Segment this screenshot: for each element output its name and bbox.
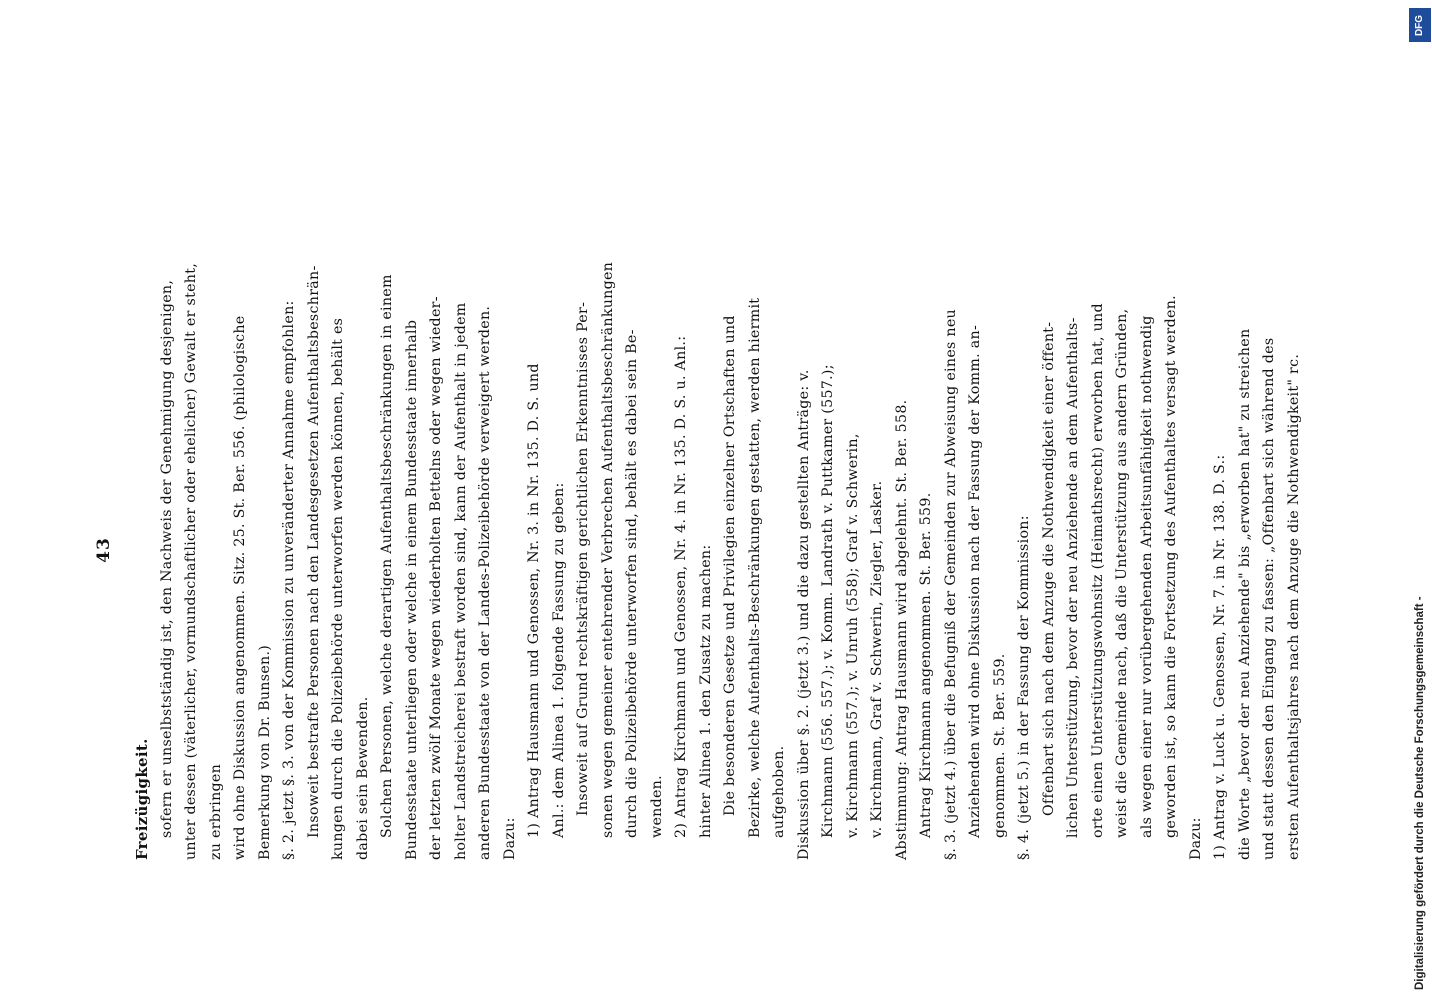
text-line: Antrag Kirchmann angenommen. St. Ber. 559. xyxy=(918,492,934,838)
text-line: Dazu: xyxy=(501,817,518,860)
text-line: wird ohne Diskussion angenommen. Sitz. 25. St. Ber. 556. (philologische xyxy=(232,315,248,860)
text-line: Abstimmung: Antrag Hausmann wird abgelehnt. St. Ber. 558. xyxy=(893,399,910,860)
text-line: geworden ist, so kann die Fortsetzung des Aufenthaltes versagt werden. xyxy=(1163,295,1179,838)
text-line: sofern er unselbstständig ist, den Nachweis der Genehmigung desjenigen, xyxy=(158,279,175,838)
text-line: und statt dessen den Eingang zu fassen: „Offenbart sich während des xyxy=(1261,337,1277,860)
text-line: kungen durch die Polizeibehörde unterworfen werden können, behält es xyxy=(330,317,346,860)
text-line: genommen. St. Ber. 559. xyxy=(991,653,1008,838)
text-line: Dazu: xyxy=(1187,817,1204,860)
text-line: Anziehenden wird ohne Diskussion nach der Fassung der Komm. an- xyxy=(967,324,983,838)
section-heading: Freizügigkeit. xyxy=(133,738,151,860)
text-line: §. 2. jetzt §. 3. von der Kommission zu unveränderter Annahme empfohlen: xyxy=(281,300,297,860)
text-line: v. Kirchmann (557.); v. Unruh (558); Graf v. Schwerin, xyxy=(844,433,861,838)
text-line: weist die Gemeinde nach, daß die Unterstützung aus andern Gründen, xyxy=(1114,308,1130,838)
text-line: Kirchmann (556. 557.); v. Komm. Landrath v. Puttkamer (557.); xyxy=(820,364,836,838)
text-line: 2) Antrag Kirchmann und Genossen, Nr. 4. in Nr. 135. D. S. u. Anl.: xyxy=(673,335,689,838)
text-line: Insoweit auf Grund rechtskräftigen gerichtlichen Erkenntnisses Per- xyxy=(575,301,591,816)
text-line: lichen Unterstützung, bevor der neu Anziehende an dem Aufenthalts- xyxy=(1065,317,1081,838)
text-line: Bezirke, welche Aufenthalts-Beschränkungen gestatten, werden hiermit xyxy=(746,297,763,838)
text-line: holter Landstreicherei bestraft worden sind, kann der Aufenthalt in jedem xyxy=(452,302,469,860)
rotated-text-block xyxy=(94,240,1302,860)
text-line: Solchen Personen, welche derartigen Aufenthaltsbeschränkungen in einem xyxy=(379,274,395,838)
text-line: Diskussion über §. 2. (jetzt 3.) und die dazu gestellten Anträge: v. xyxy=(795,369,812,860)
text-line: anderen Bundesstaate von der Landes-Polizeibehörde verweigert werden. xyxy=(477,305,493,860)
text-line: orte einen Unterstützungswohnsitz (Heimathsrecht) erworben hat, und xyxy=(1089,303,1106,838)
text-line: Bemerkung von Dr. Bunsen.) xyxy=(256,644,273,860)
dfg-logo xyxy=(1409,8,1431,42)
text-line: als wegen einer nur vorübergehenden Arbeitsunfähigkeit nothwendig xyxy=(1138,315,1155,838)
text-line: unter dessen (väterlicher, vormundschaftlicher oder ehelicher) Gewalt er steht, xyxy=(183,262,199,860)
digitization-credit: Digitalisierung gefördert durch die Deutsche Forschungsgemeinschaft - xyxy=(1414,596,1426,990)
text-line: wenden. xyxy=(648,775,665,838)
text-line: hinter Alinea 1. den Zusatz zu machen: xyxy=(697,544,714,838)
text-line: zu erbringen xyxy=(207,763,224,860)
text-line: Bundesstaate unterliegen oder welche in einem Bundesstaate innerhalb xyxy=(403,319,420,860)
text-line: v. Kirchmann, Graf v. Schwerin, Ziegler, Lasker. xyxy=(869,480,885,838)
text-line: durch die Polizeibehörde unterworfen sind, behält es dabei sein Be- xyxy=(624,329,640,838)
text-line: Offenbart sich nach dem Anzuge die Nothwendigkeit einer öffent- xyxy=(1040,321,1057,816)
text-line: sonen wegen gemeiner entehrender Verbrechen Aufenthaltsbeschränkungen xyxy=(599,261,616,838)
text-lines xyxy=(130,240,1306,860)
text-line: aufgehoben. xyxy=(771,745,787,838)
dfg-logo-text: DFG xyxy=(1414,14,1426,36)
text-line: 1) Antrag v. Luck u. Genossen, Nr. 7. in Nr. 138. D. S.: xyxy=(1212,454,1228,860)
text-line: Die besonderen Gesetze und Privilegien einzelner Ortschaften und xyxy=(722,315,738,816)
text-line: die Worte „bevor der neu Anziehende" bis „erworben hat" zu streichen xyxy=(1236,328,1253,860)
text-line: dabei sein Bewenden. xyxy=(354,696,371,860)
text-line: der letzten zwölf Monate wegen wiederholten Bettelns oder wegen wieder- xyxy=(428,296,444,860)
text-line: §. 4. (jetzt 5.) in der Fassung der Kommission: xyxy=(1016,515,1032,860)
text-line: §. 3. (jetzt 4.) über die Befugniß der Gemeinden zur Abweisung eines neu xyxy=(942,309,959,860)
text-line: Insoweit bestrafte Personen nach den Landesgesetzen Aufenthaltsbeschrän- xyxy=(305,265,322,838)
text-line: Anl.: dem Alinea 1. folgende Fassung zu geben: xyxy=(550,482,567,838)
page-number: 43 xyxy=(94,537,114,563)
text-line: ersten Aufenthaltsjahres nach dem Anzuge die Nothwendigkeit" rc. xyxy=(1285,353,1302,860)
text-line: 1) Antrag Hausmann und Genossen, Nr. 3. in Nr. 135. D. S. und xyxy=(526,363,542,838)
